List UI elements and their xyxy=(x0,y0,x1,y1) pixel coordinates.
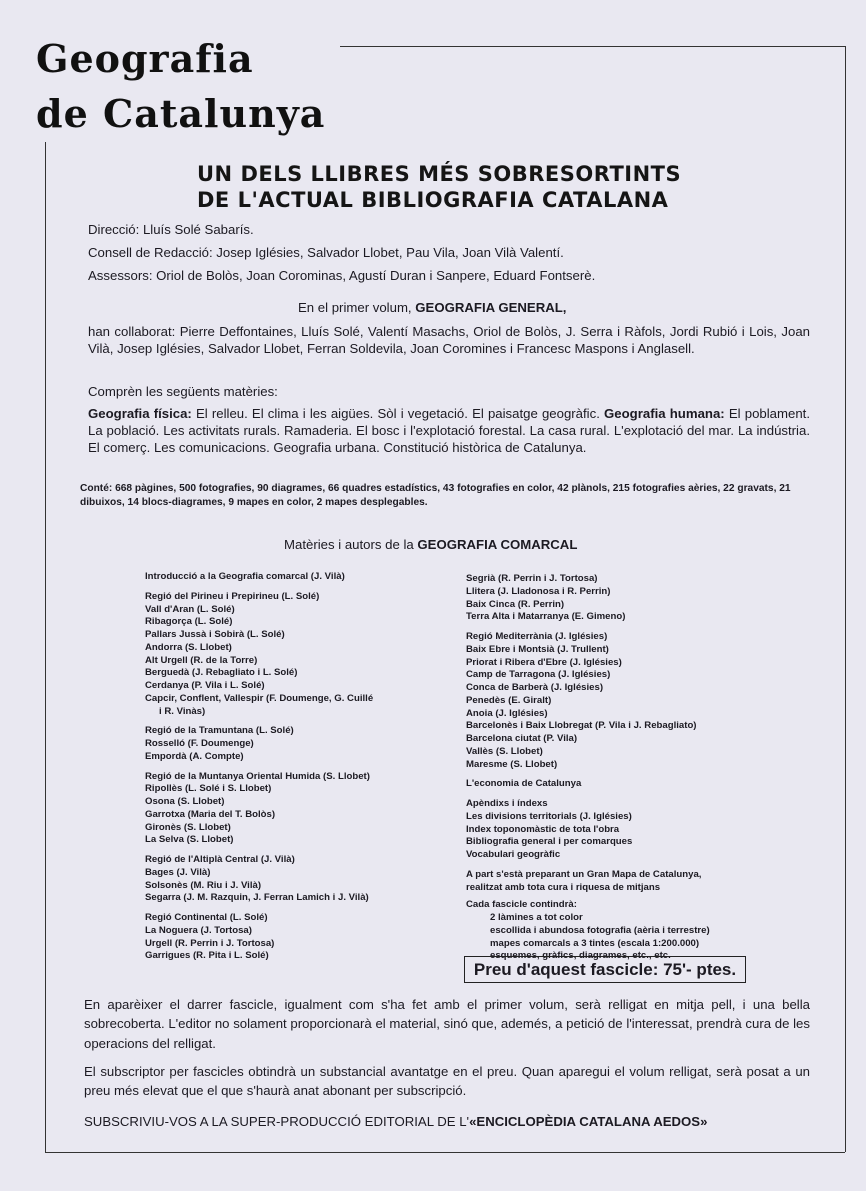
footer-paragraph-1: En aparèixer el darrer fascicle, igualment com s'ha fet amb el primer volum, serà relligat en mitja pell, i una bella sobrecoberta. L'editor no solament proporcionarà el material, sinó que, ademés, a petició de l'interessat, prendrà cura de les operacions del relligat. xyxy=(84,997,810,1051)
list-item: i R. Vinàs) xyxy=(159,705,206,717)
comarcal-name: GEOGRAFIA COMARCAL xyxy=(417,537,578,552)
headline-line2: DE L'ACTUAL BIBLIOGRAFIA CATALANA xyxy=(197,188,669,212)
list-item: Introducció a la Geografia comarcal (J. Vilà) xyxy=(145,571,345,582)
list-item: Priorat i Ribera d'Ebre (J. Iglésies) xyxy=(466,656,622,668)
volume1-collaborators: han collaborat: Pierre Deffontaines, Lluís Solé, Valentí Masachs, Oriol de Bolòs, J. Serra i Ràfols, Jordi Rubió i Lois, Joan Vilà, Josep Iglésies, Salvador Llobet, Ferran Soldevila, Joan Coromines i Francesc Maspons i Anglasell. xyxy=(88,324,810,356)
list-item: Ribagorça (L. Solé) xyxy=(145,616,233,628)
list-item: Empordà (A. Compte) xyxy=(145,750,244,762)
region-title: L'economia de Catalunya xyxy=(466,778,582,790)
list-item: Garrotxa (Maria del T. Bolòs) xyxy=(145,808,276,820)
humana-text: El poblament. La població. Les activitats rurals. Ramaderia. El bosc i l'explotació forestal. La casa rural. L'explotació del mar. La indústria. El comerç. Les comunicacions. Geografia urbana. Constitució històrica de Catalunya. xyxy=(88,406,810,455)
list-item: Alt Urgell (R. de la Torre) xyxy=(145,654,258,666)
map-note: realitzat amb tota cura i riquesa de mitjans xyxy=(466,881,661,893)
list-item: Barcelonès i Baix Llobregat (P. Vila i J. Rebagliato) xyxy=(466,720,697,732)
price-box: Preu d'aquest fascicle: 75'- ptes. xyxy=(464,956,746,983)
list-item: La Noguera (J. Tortosa) xyxy=(145,924,252,936)
volume1-comprehends: Comprèn les següents matèries: xyxy=(88,384,278,399)
volume1-contents: Conté: 668 pàgines, 500 fotografies, 90 diagrames, 66 quadres estadístics, 43 fotografies en color, 42 plànols, 215 fotografies aèries, 22 gravats, 21 dibuixos, 14 blocs-diagrames, 9 mapes en color, 2 mapes desplegables. xyxy=(80,483,791,508)
page-title-line1: Geografia xyxy=(36,36,254,81)
credit-direccio: Direcció: Lluís Solé Sabarís. xyxy=(88,222,254,237)
list-item: Osona (S. Llobet) xyxy=(145,796,225,807)
list-item: Gironès (S. Llobet) xyxy=(145,821,231,833)
region-title: Regió de l'Altiplà Central (J. Vilà) xyxy=(145,854,295,865)
region-title: Regió Continental (L. Solé) xyxy=(145,912,268,923)
list-item: Les divisions territorials (J. Iglésies) xyxy=(466,810,632,822)
volume1-intro: En el primer volum, xyxy=(298,300,412,315)
list-item: Baix Ebre i Montsià (J. Trullent) xyxy=(466,643,609,655)
list-item: Vocabulari geogràfic xyxy=(466,849,561,860)
list-item: Llitera (J. Lladonosa i R. Perrin) xyxy=(466,585,611,597)
list-item: Pallars Jussà i Sobirà (L. Solé) xyxy=(145,629,285,640)
list-item: Terra Alta i Matarranya (E. Gimeno) xyxy=(466,611,626,623)
list-item: Camp de Tarragona (J. Iglésies) xyxy=(466,669,611,681)
region-title: Regió de la Tramuntana (L. Solé) xyxy=(145,725,294,737)
list-item: Andorra (S. Llobet) xyxy=(145,641,232,653)
list-item: Baix Cinca (R. Perrin) xyxy=(466,598,565,610)
list-item: Conca de Barberà (J. Iglésies) xyxy=(466,682,604,693)
list-item: Rosselló (F. Doumenge) xyxy=(145,738,254,749)
list-item: esquemes, gràfics, diagrames, etc., etc. xyxy=(490,950,671,962)
list-item: Maresme (S. Llobet) xyxy=(466,758,558,770)
list-item: Vallès (S. Llobet) xyxy=(466,745,543,757)
list-item: Cerdanya (P. Vila i L. Solé) xyxy=(145,680,265,691)
fascicle-title: Cada fascicle contindrà: xyxy=(466,899,577,911)
list-item: escollida i abundosa fotografia (aèria i terrestre) xyxy=(490,924,710,936)
list-item: Bages (J. Vilà) xyxy=(145,866,211,878)
list-item: mapes comarcals a 3 tintes (escala 1:200.000) xyxy=(490,937,700,949)
list-item: Penedès (E. Giralt) xyxy=(466,694,552,706)
list-item: La Selva (S. Llobet) xyxy=(145,834,234,846)
volume1-matters xyxy=(88,406,810,457)
comarcal-intro: Matèries i autors de la xyxy=(284,537,414,552)
region-title: Regió de la Muntanya Oriental Humida (S. Llobet) xyxy=(145,770,370,782)
comarcal-heading xyxy=(284,537,577,554)
footer-paragraph-2: El subscriptor per fascicles obtindrà un substancial avantatge en el preu. Quan aparegui el volum relligat, serà posat a un preu més elevat que el que s'haurà anat abonant per subscripció. xyxy=(84,1064,810,1099)
region-title: Apèndixs i índexs xyxy=(466,798,548,809)
headline-line1: UN DELS LLIBRES MÉS SOBRESORTINTS xyxy=(197,162,682,186)
region-title: Regió del Pirineu i Prepirineu (L. Solé) xyxy=(145,590,320,602)
page-title-line2: de Catalunya xyxy=(36,91,326,136)
comarcal-right-column xyxy=(466,573,766,963)
credit-consell: Consell de Redacció: Josep Iglésies, Salvador Llobet, Pau Vila, Joan Vilà Valentí. xyxy=(88,245,564,260)
map-note: A part s'està preparant un Gran Mapa de Catalunya, xyxy=(466,868,702,880)
list-item: 2 làmines a tot color xyxy=(490,912,583,923)
list-item: Capcir, Conflent, Vallespir (F. Doumenge, G. Cuillé xyxy=(145,692,374,704)
list-item: Barcelona ciutat (P. Vila) xyxy=(466,733,578,744)
list-item: Urgell (R. Perrin i J. Tortosa) xyxy=(145,937,275,949)
volume1-heading xyxy=(298,300,566,317)
credit-assessors: Assessors: Oriol de Bolòs, Joan Corominas, Agustí Duran i Sanpere, Eduard Fontserè. xyxy=(88,268,596,283)
volume1-name: GEOGRAFIA GENERAL, xyxy=(415,300,567,315)
list-item: Segarra (J. M. Razquin, J. Ferran Lamich i J. Vilà) xyxy=(145,892,369,904)
list-item: Ripollès (L. Solé i S. Llobet) xyxy=(145,783,272,795)
region-title: Regió Mediterrània (J. Iglésies) xyxy=(466,631,608,642)
list-item: Vall d'Aran (L. Solé) xyxy=(145,603,235,615)
list-item: Index toponomàstic de tota l'obra xyxy=(466,823,620,835)
comarcal-left-column xyxy=(145,571,445,963)
list-item: Garrigues (R. Pita i L. Solé) xyxy=(145,950,269,962)
footer-paragraph-3: SUBSCRIVIU-VOS A LA SUPER-PRODUCCIÓ EDITORIAL DE L'«ENCICLOPÈDIA CATALANA AEDOS» xyxy=(84,1114,708,1129)
list-item: Bibliografia general i per comarques xyxy=(466,836,633,848)
fisica-text: El relleu. El clima i les aigües. Sòl i vegetació. El paisatge geogràfic. xyxy=(195,406,600,421)
humana-label: Geografia humana: xyxy=(604,406,725,421)
list-item: Segrià (R. Perrin i J. Tortosa) xyxy=(466,573,598,584)
list-item: Anoia (J. Iglésies) xyxy=(466,707,548,719)
list-item: Berguedà (J. Rebagliato i L. Solé) xyxy=(145,667,298,679)
fisica-label: Geografia física: xyxy=(88,406,192,421)
list-item: Solsonès (M. Riu i J. Vilà) xyxy=(145,879,262,891)
